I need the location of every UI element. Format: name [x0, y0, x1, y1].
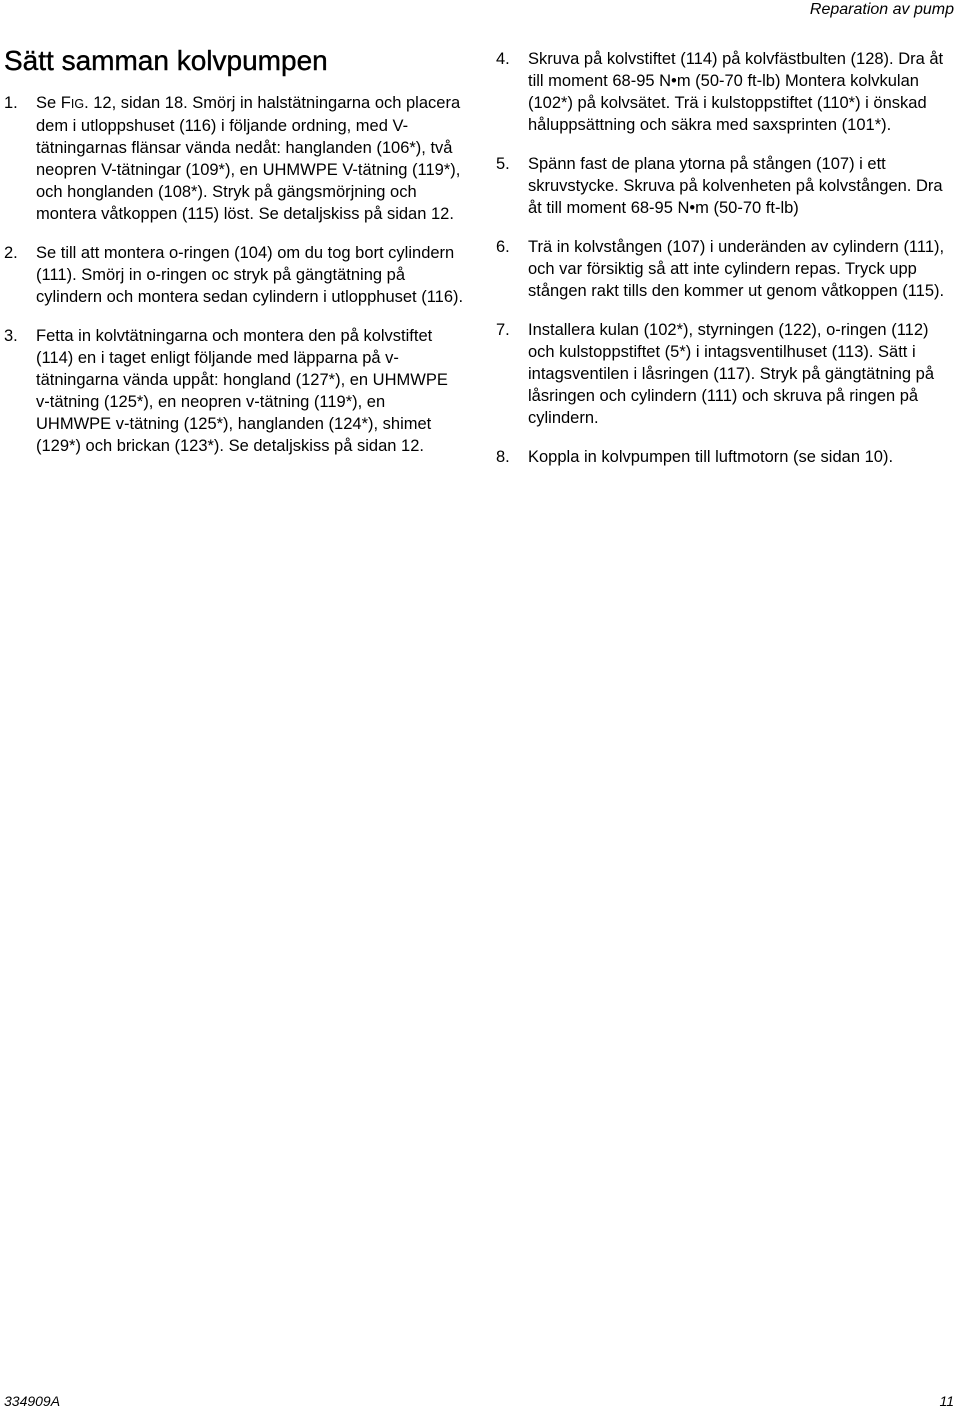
step-7 — [496, 319, 950, 429]
step-number: 8. — [496, 448, 510, 466]
step-number: 2. — [4, 244, 18, 262]
step-8 — [496, 446, 950, 468]
step-text-prefix: Se F — [36, 94, 71, 112]
steps-left-column — [4, 92, 464, 474]
step-6 — [496, 236, 950, 302]
step-text: Trä in kolvstången (107) i underänden av cylindern (111), och var försiktig så att inte cylindern repas. Tryck upp stången rakt tills den kommer ut genom våtkoppen (115). — [528, 238, 945, 300]
step-5 — [496, 153, 950, 219]
step-text-smallcaps: IG — [70, 97, 85, 111]
step-4 — [496, 48, 950, 136]
step-number: 6. — [496, 238, 510, 256]
step-1 — [4, 92, 464, 225]
step-text: Koppla in kolvpumpen till luftmotorn (se sidan 10). — [528, 448, 894, 466]
document-number: 334909A — [4, 1393, 61, 1409]
step-number: 3. — [4, 327, 18, 345]
step-text — [36, 92, 464, 225]
step-text: Spänn fast de plana ytorna på stången (107) i ett skruvstycke. Skruva på kolvenheten på kolvstången. Dra åt till moment 68-95 N•m (50-70 ft-lb) — [528, 155, 943, 217]
step-number: 1. — [4, 94, 18, 112]
step-text: Installera kulan (102*), styrningen (122), o-ringen (112) och kulstoppstiftet (5*) i intagsventilhuset (113). Sätt i intagsventilen i låsringen (117). Stryk på gängtätning på låsringen och cylindern (111) och skruva på ringen på cylindern. — [528, 321, 935, 427]
step-number: 5. — [496, 155, 510, 173]
step-3 — [4, 325, 464, 457]
page-title: Sätt samman kolvpumpen — [4, 45, 328, 76]
step-text-body: . 12, sidan 18. Smörj in halstätningarna och placera dem i utloppshuset (116) i följande ordning, med V-tätningarnas flänsar vända nedåt: hanglanden (106*), två neopren V-tätningar (109*), en UHMWPE V-tätning (119*), och honglanden (108*). Stryk på gängsmörjning och montera våtkoppen (115) löst. Se detaljskiss på sidan 12. — [36, 94, 461, 223]
step-number: 7. — [496, 321, 510, 339]
step-number: 4. — [496, 50, 510, 68]
step-text: Se till att montera o-ringen (104) om du tog bort cylindern (111). Smörj in o-ringen oc stryk på gängtätning på cylindern och montera sedan cylindern i utlopphuset (116). — [36, 244, 464, 306]
step-2 — [4, 242, 464, 308]
step-text: Fetta in kolvtätningarna och montera den på kolvstiftet (114) en i taget enligt följande med läpparna på v-tätningarna vända uppåt: hongland (127*), en UHMWPE v-tätning (125*), en neopren v-tätning (119*), en UHMWPE v-tätning (125*), hanglanden (124*), shimet (129*) och brickan (123*). Se detaljskiss på sidan 12. — [36, 327, 448, 455]
step-text: Skruva på kolvstiftet (114) på kolvfästbulten (128). Dra åt till moment 68-95 N•m (50-70 ft-lb) Montera kolvkulan (102*) på kolvsätet. Trä i kulstoppstiftet (110*) i önskad håluppsättning och säkra med saxsprinten (101*). — [528, 50, 944, 134]
running-header: Reparation av pump — [809, 1, 954, 18]
page-number: 11 — [939, 1393, 954, 1409]
steps-right-column — [496, 48, 950, 485]
